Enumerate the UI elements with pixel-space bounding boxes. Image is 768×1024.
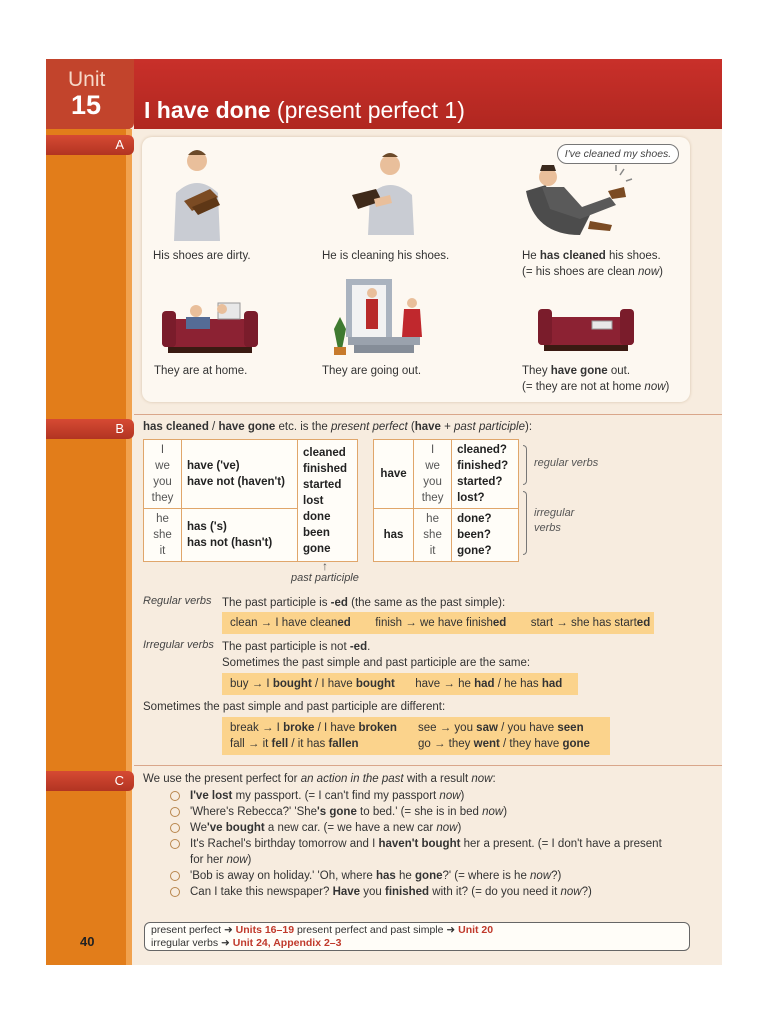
example-rebecca xyxy=(190,804,507,820)
example-clean-ending: ed xyxy=(337,617,351,629)
irregular-verbs-label-2: verbs xyxy=(534,522,561,534)
pronoun: she xyxy=(423,529,442,541)
intro-have: have xyxy=(414,421,441,433)
aux-have-not-pre: have not ( xyxy=(187,476,242,488)
unit-label: Unit xyxy=(68,68,106,91)
irregular-verbs-heading: Irregular verbs xyxy=(143,639,214,651)
example-fall-pre: fall → it xyxy=(230,738,272,750)
regular-rule-post: (the same as the past simple): xyxy=(347,597,506,609)
example-see xyxy=(418,720,584,736)
pronoun: it xyxy=(429,545,436,557)
regular-examples xyxy=(222,612,654,634)
example-see-mid: / you have xyxy=(497,722,558,734)
left-sidebar xyxy=(46,59,130,965)
pronoun: I xyxy=(160,444,165,456)
example-have: have → he xyxy=(415,678,475,690)
participle: done xyxy=(303,510,331,523)
example-car-now: now xyxy=(436,822,458,834)
irregular-same-text: Sometimes the past simple and past participle are the same: xyxy=(222,657,531,669)
example-car-pre: We xyxy=(190,822,208,834)
irregular-same-examples xyxy=(222,673,578,695)
bullet-icon xyxy=(170,871,180,881)
regular-brace xyxy=(523,445,527,485)
question-participle: cleaned? xyxy=(457,444,507,456)
example-holiday-pre: 'Bob is away on holiday.' 'Oh, where xyxy=(190,870,376,882)
intro-present-perfect: present perfect xyxy=(330,421,408,433)
example-newspaper xyxy=(190,884,592,900)
caption-going: They are going out. xyxy=(322,365,422,377)
question-participle: lost? xyxy=(457,492,485,504)
questions-irregular xyxy=(452,509,519,562)
caption-gone-post: out. xyxy=(607,365,631,377)
irregular-rule-pre: The past participle is not xyxy=(222,641,350,653)
tab-c-label: C xyxy=(114,773,124,788)
example-rebecca-pre: 'Where's Rebecca?' 'She xyxy=(190,806,318,818)
auxiliary-have xyxy=(182,440,298,509)
reference-line-2 xyxy=(151,937,341,949)
ref-unit-20-link[interactable]: Unit 20 xyxy=(458,924,494,936)
pronouns-singular xyxy=(144,509,182,562)
sidebar-edge xyxy=(126,129,132,965)
caption-cleaned-note xyxy=(522,264,663,280)
pronouns-plural xyxy=(144,440,182,509)
title-rest: (present perfect 1) xyxy=(270,97,465,123)
question-participle: started? xyxy=(457,476,503,488)
caption-cleaned-note-pre: (= his shoes are clean xyxy=(522,266,639,278)
example-birthday-post: her a present. (= I don't have a present xyxy=(460,838,662,850)
caption-dirty: His shoes are dirty. xyxy=(153,250,251,262)
example-car-bold: 've bought xyxy=(207,822,265,834)
participle: lost xyxy=(303,494,324,507)
pronoun: he xyxy=(426,513,439,525)
example-buy-mid: / I have xyxy=(311,678,356,690)
pronoun: they xyxy=(151,492,174,504)
title-bold: I have done xyxy=(144,97,271,123)
example-newspaper-now: now xyxy=(560,886,582,898)
example-lost-rest: my passport. (= I can't find my passport xyxy=(232,790,440,802)
example-break-participle: broken xyxy=(358,722,397,734)
aux-has-not-post: ) xyxy=(268,537,273,549)
ref-irregular-verbs-label: irregular verbs ➜ xyxy=(151,937,233,949)
unit-badge xyxy=(46,59,134,129)
couple-going-out-illustration xyxy=(332,277,428,357)
page-title xyxy=(144,97,465,124)
example-holiday xyxy=(190,868,561,884)
regular-rule-ed: -ed xyxy=(330,597,348,609)
example-lost-now: now xyxy=(439,790,461,802)
question-pronouns-singular xyxy=(414,509,452,562)
question-has: has xyxy=(374,509,414,562)
example-go xyxy=(418,736,590,752)
example-birthday-now: now xyxy=(226,854,248,866)
affirmative-table xyxy=(143,439,358,562)
pronoun: they xyxy=(421,492,444,504)
intro-text: etc. is the xyxy=(275,421,331,433)
intro-has-cleaned: has cleaned xyxy=(143,421,209,433)
caption-gone-note-pre: (= they are not at home xyxy=(522,381,645,393)
question-table xyxy=(373,439,519,562)
caption-gone-bold: have gone xyxy=(550,365,608,377)
section-c-intro xyxy=(143,771,496,787)
example-rebecca-bold: 's gone xyxy=(317,806,357,818)
example-have-participle: had xyxy=(541,678,563,690)
example-rebecca-now: now xyxy=(482,806,504,818)
example-newspaper-end: ?) xyxy=(581,886,592,898)
example-lost-end: ) xyxy=(460,790,465,802)
speech-bubble: I've cleaned my shoes. xyxy=(557,144,679,164)
example-birthday-bold: haven't bought xyxy=(378,838,461,850)
regular-verbs-heading: Regular verbs xyxy=(143,595,212,607)
participle: finished xyxy=(303,462,348,475)
pronoun: she xyxy=(153,529,172,541)
example-start: start → she has start xyxy=(530,617,637,629)
pronoun: you xyxy=(423,476,442,488)
participle: been xyxy=(303,526,330,539)
reference-line-1 xyxy=(151,924,493,936)
ref-present-perfect-label: present perfect ➜ xyxy=(151,924,236,936)
irregular-rule-post: . xyxy=(367,641,371,653)
pronoun: I xyxy=(430,444,435,456)
example-birthday-line2-pre: for her xyxy=(190,854,227,866)
example-newspaper-finished: finished xyxy=(385,886,430,898)
page-number: 40 xyxy=(80,934,95,949)
example-have-past: had xyxy=(474,678,495,690)
example-fall xyxy=(230,736,359,752)
example-break-mid: / I have xyxy=(314,722,359,734)
bullet-icon xyxy=(170,887,180,897)
aux-havent: haven't xyxy=(241,476,282,488)
unit-number: 15 xyxy=(71,90,102,120)
example-fall-mid: / it has xyxy=(288,738,329,750)
example-rebecca-end: ) xyxy=(503,806,508,818)
caption-gone-pre: They xyxy=(522,365,551,377)
caption-cleaned-note-now: now xyxy=(638,266,660,278)
page xyxy=(46,59,722,965)
participle: started xyxy=(303,478,342,491)
caption-gone-note-post: ) xyxy=(665,381,670,393)
ref-past-simple-label: present perfect and past simple ➜ xyxy=(294,924,459,936)
question-participle: done? xyxy=(457,513,492,525)
example-car-post: a new car. (= we have a new car xyxy=(264,822,437,834)
bullet-icon xyxy=(170,839,180,849)
pronoun: it xyxy=(159,545,166,557)
caption-cleaned-bold: has cleaned xyxy=(539,250,606,262)
section-c-intro-post: : xyxy=(492,773,496,785)
example-rebecca-post: to bed.' (= she is in bed xyxy=(356,806,483,818)
example-buy: buy → I xyxy=(230,678,273,690)
participles-column xyxy=(298,440,358,562)
example-car xyxy=(190,820,461,836)
irregular-verbs-label-1: irregular xyxy=(534,507,575,519)
regular-rule xyxy=(222,595,505,611)
example-birthday-line2 xyxy=(190,852,251,868)
example-start-ending: ed xyxy=(636,617,651,629)
example-see-past: saw xyxy=(476,722,498,734)
empty-sofa-illustration xyxy=(536,299,636,357)
example-car-end: ) xyxy=(457,822,462,834)
irregular-different-examples xyxy=(222,717,610,755)
example-holiday-has: has xyxy=(376,870,396,882)
example-buy-past: bought xyxy=(272,678,312,690)
example-holiday-now: now xyxy=(530,870,552,882)
intro-paren: ( xyxy=(407,421,415,433)
example-clean: clean → I have clean xyxy=(230,617,338,629)
irregular-rule-ed: -ed xyxy=(349,641,368,653)
example-go-participle: gone xyxy=(562,738,590,750)
intro-close: ): xyxy=(524,421,533,433)
section-divider-b xyxy=(134,414,722,415)
irregular-brace xyxy=(523,491,527,555)
participle: cleaned xyxy=(303,446,346,459)
example-fall-participle: fallen xyxy=(328,738,359,750)
intro-have-gone: have gone xyxy=(218,421,276,433)
question-pronouns-plural xyxy=(414,440,452,509)
pronoun: we xyxy=(155,460,170,472)
pronoun: he xyxy=(156,513,169,525)
caption-cleaned-pre: He xyxy=(522,250,540,262)
aux-has: has ('s) xyxy=(187,521,227,533)
example-holiday-gone: gone xyxy=(415,870,443,882)
aux-have-not-post: ) xyxy=(281,476,285,488)
example-go-pre: go → they xyxy=(418,738,474,750)
example-birthday xyxy=(190,836,662,852)
regular-rule-pre: The past participle is xyxy=(222,597,331,609)
caption-home: They are at home. xyxy=(154,365,248,377)
regular-verbs-label: regular verbs xyxy=(534,457,599,469)
caption-gone-note-now: now xyxy=(644,381,666,393)
example-lost-bold: I've lost xyxy=(190,790,233,802)
example-holiday-post: ?' (= where is he xyxy=(442,870,531,882)
auxiliary-has xyxy=(182,509,298,562)
caption-cleaned-post: his shoes. xyxy=(605,250,661,262)
caption-gone xyxy=(522,363,630,379)
pronoun: we xyxy=(425,460,440,472)
example-break-past: broke xyxy=(283,722,315,734)
example-finish: finish → we have finish xyxy=(375,617,493,629)
irregular-different-text: Sometimes the past simple and past participle are different: xyxy=(143,701,446,713)
example-break xyxy=(230,720,397,736)
ref-units-16-19-link[interactable]: Units 16–19 xyxy=(235,924,295,936)
tab-b-label: B xyxy=(115,421,124,436)
couple-at-home-illustration xyxy=(160,299,260,359)
example-birthday-end: ) xyxy=(247,854,252,866)
tab-b xyxy=(46,419,134,439)
section-b-intro xyxy=(143,419,532,435)
intro-slash: / xyxy=(208,421,219,433)
man-relaxing-illustration xyxy=(520,151,636,243)
participle: gone xyxy=(303,542,331,555)
ref-unit-24-appendix-link[interactable]: Unit 24, Appendix 2–3 xyxy=(232,937,342,949)
caption-gone-note xyxy=(522,379,669,395)
man-cleaning-shoes-illustration xyxy=(346,149,426,235)
question-participle: been? xyxy=(457,529,491,541)
question-participle: finished? xyxy=(457,460,509,472)
bullet-icon xyxy=(170,823,180,833)
tab-a xyxy=(46,135,134,155)
bullet-icon xyxy=(170,807,180,817)
example-newspaper-have: Have xyxy=(332,886,361,898)
tab-a-label: A xyxy=(115,137,124,152)
bullet-icon xyxy=(170,791,180,801)
example-go-past: went xyxy=(473,738,500,750)
example-buy-participle: bought xyxy=(355,678,395,690)
question-participle: gone? xyxy=(457,545,492,557)
intro-past-participle: past participle xyxy=(454,421,525,433)
aux-hasnt: hasn't xyxy=(234,537,269,549)
up-arrow-icon: ↑ xyxy=(322,559,328,573)
example-go-mid: / they have xyxy=(499,738,563,750)
cross-reference-box xyxy=(144,922,690,951)
section-c-intro-now: now xyxy=(471,773,493,785)
example-newspaper-post: with it? (= do you need it xyxy=(429,886,561,898)
example-holiday-end: ?) xyxy=(551,870,562,882)
section-divider-c xyxy=(134,765,722,766)
caption-cleaned-note-post: ) xyxy=(659,266,663,278)
section-c-intro-mid: with a result xyxy=(403,773,472,785)
aux-has-not xyxy=(187,535,292,551)
example-fall-past: fell xyxy=(271,738,289,750)
aux-have-not xyxy=(187,474,292,490)
example-see-pre: see → you xyxy=(418,722,477,734)
example-newspaper-pre: Can I take this newspaper? xyxy=(190,886,333,898)
example-have-mid: / he has xyxy=(494,678,542,690)
irregular-rule xyxy=(222,639,370,655)
example-see-participle: seen xyxy=(557,722,584,734)
example-finish-ending: ed xyxy=(492,617,507,629)
title-bar xyxy=(134,59,722,129)
intro-plus: + xyxy=(440,421,455,433)
caption-cleaned xyxy=(522,248,661,264)
man-dirty-shoes-illustration xyxy=(162,145,232,241)
example-birthday-pre: It's Rachel's birthday tomorrow and I xyxy=(190,838,379,850)
past-participle-label: past participle xyxy=(291,572,359,584)
aux-has-not-pre: has not ( xyxy=(187,537,235,549)
example-lost xyxy=(190,788,464,804)
questions-regular xyxy=(452,440,519,509)
section-c-intro-action: an action in the past xyxy=(300,773,404,785)
section-c-intro-pre: We use the present perfect for xyxy=(143,773,301,785)
example-newspaper-mid: you xyxy=(360,886,385,898)
aux-have: have ('ve) xyxy=(187,460,240,472)
pronoun: you xyxy=(153,476,172,488)
caption-cleaning: He is cleaning his shoes. xyxy=(322,250,450,262)
question-have: have xyxy=(374,440,414,509)
example-holiday-mid: he xyxy=(395,870,416,882)
tab-c xyxy=(46,771,134,791)
example-break-pre: break → I xyxy=(230,722,284,734)
